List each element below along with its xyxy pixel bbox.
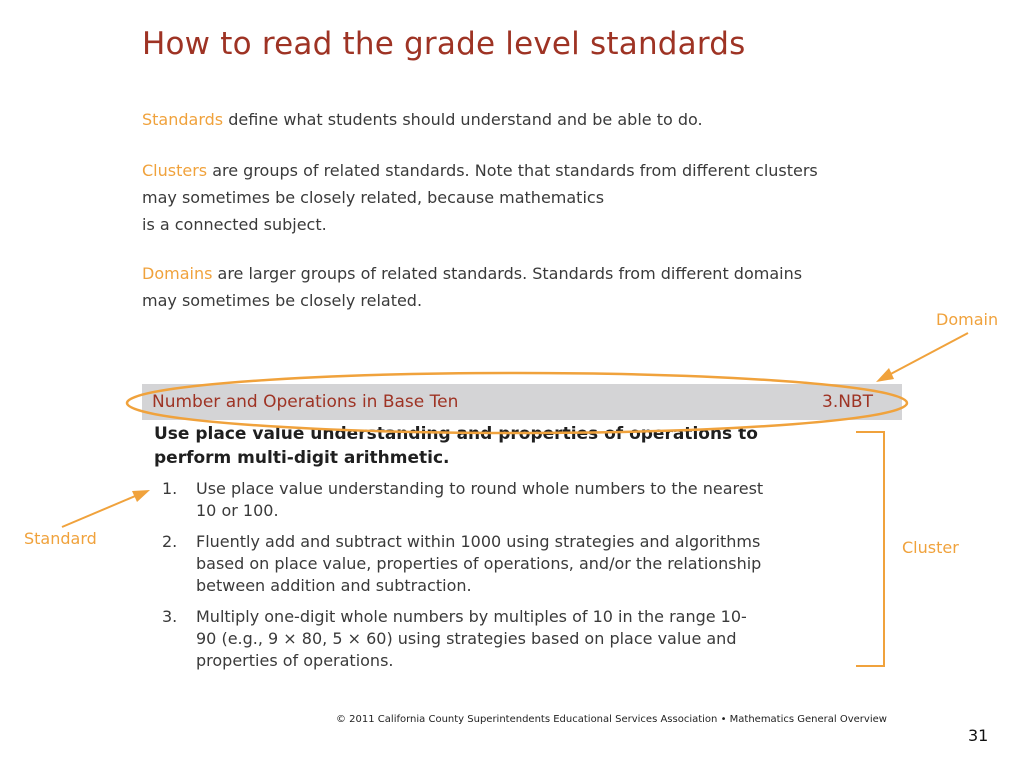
standard-line: Multiply one-digit whole numbers by multiples of 10 in the range 10- (196, 607, 747, 626)
standard-number: 3. (162, 607, 178, 626)
cluster-heading-line-2: perform multi-digit arithmetic. (154, 448, 450, 468)
clusters-definition-line-3: is a connected subject. (142, 215, 327, 234)
cluster-heading-line-1: Use place value understanding and properties of operations to (154, 424, 758, 444)
cluster-bracket (856, 432, 884, 666)
standard-line: based on place value, properties of operations, and/or the relationship (196, 554, 762, 573)
standard-callout: Standard (24, 529, 97, 548)
standard-line: between addition and subtraction. (196, 576, 472, 595)
domain-highlight-ellipse (127, 373, 907, 433)
copyright-footer: © 2011 California County Superintendents Educational Services Association • Mathematics General Overview (336, 714, 887, 725)
domains-definition-line-1: are larger groups of related standards. Standards from different domains (212, 264, 803, 283)
standard-arrow (62, 490, 150, 527)
page-title: How to read the grade level standards (142, 26, 746, 62)
domain-name: Number and Operations in Base Ten (152, 392, 459, 412)
domains-definition-line-2: may sometimes be closely related. (142, 291, 423, 310)
standards-definition-text: define what students should understand and be able to do. (223, 110, 703, 129)
domain-callout: Domain (936, 310, 999, 329)
standard-number: 2. (162, 532, 178, 551)
clusters-definition-line-2: may sometimes be closely related, because mathematics (142, 188, 605, 207)
standard-line: 10 or 100. (196, 501, 279, 520)
clusters-term: Clusters (142, 161, 208, 180)
cluster-callout: Cluster (902, 538, 959, 557)
standard-line: Use place value understanding to round whole numbers to the nearest (196, 479, 764, 498)
standard-number: 1. (162, 479, 178, 498)
standard-line: 90 (e.g., 9 × 80, 5 × 60) using strategies based on place value and (196, 629, 737, 648)
standard-line: Fluently add and subtract within 1000 using strategies and algorithms (196, 532, 761, 551)
domain-arrow (876, 333, 968, 382)
domains-term: Domains (142, 264, 213, 283)
domain-code: 3.NBT (822, 392, 873, 412)
page-number: 31 (968, 726, 989, 745)
clusters-definition-line-1: are groups of related standards. Note that standards from different clusters (207, 161, 818, 180)
standard-line: properties of operations. (196, 651, 394, 670)
standards-term: Standards (142, 110, 224, 129)
